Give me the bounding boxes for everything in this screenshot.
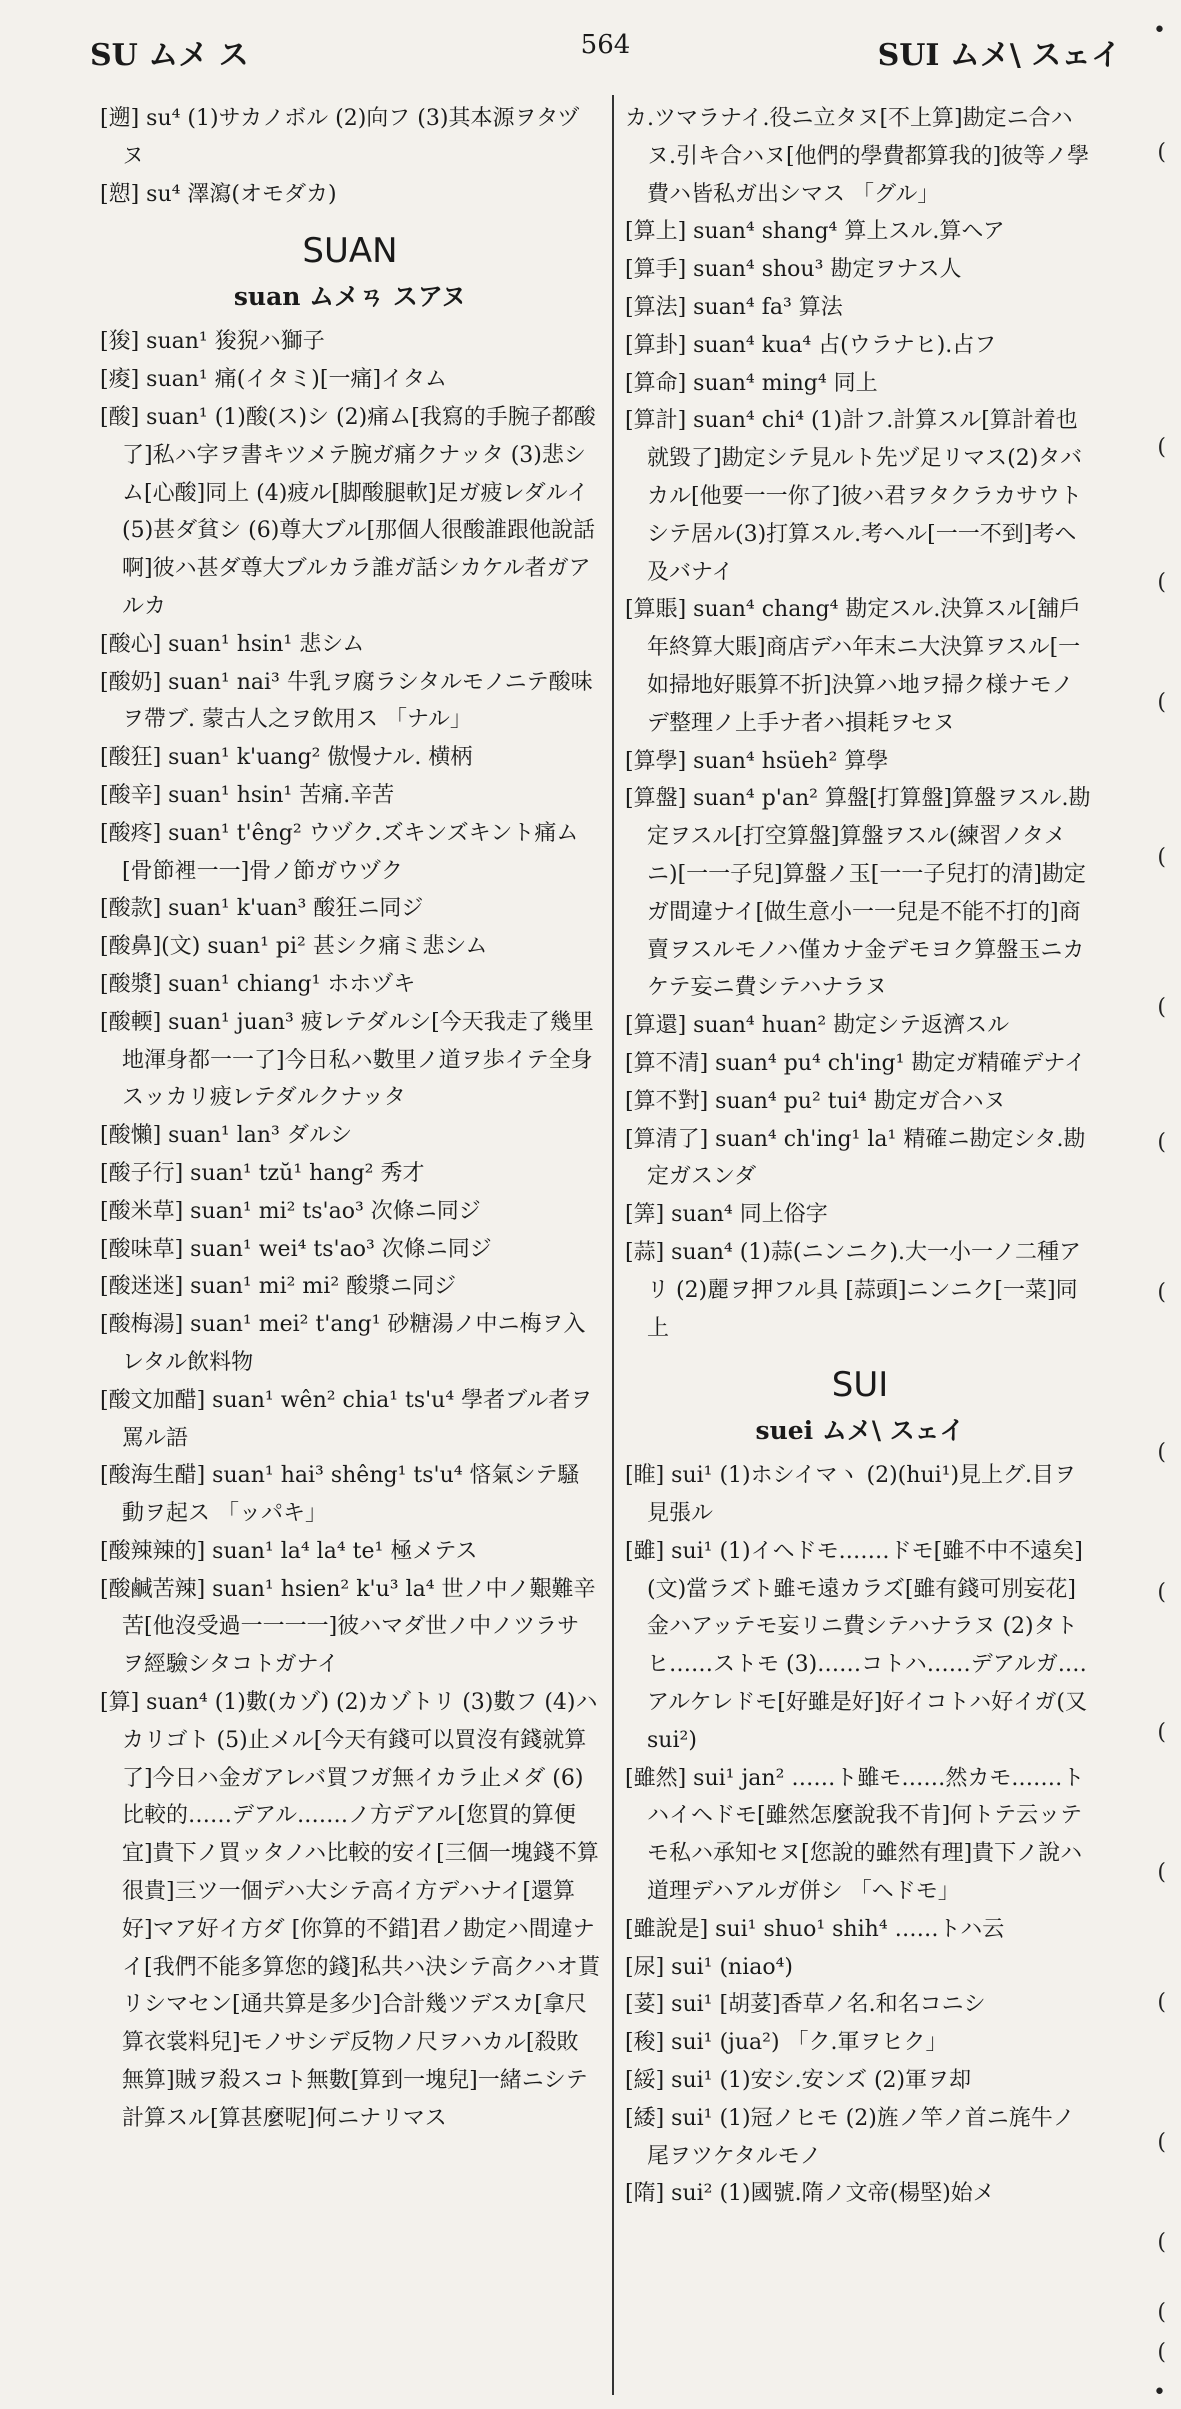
entry: [酸子行] suan¹ tzŭ¹ hang² 秀才 bbox=[100, 1160, 425, 1186]
entry: [酸辣辣的] suan¹ la⁴ la⁴ te¹ 極メテス bbox=[100, 1538, 478, 1564]
entry: [酸辛] suan¹ hsin¹ 苦痛.辛苦 bbox=[100, 782, 395, 808]
entry: [算清了] suan⁴ ch'ing¹ la¹ 精確ニ勘定シタ.勘定ガスンダ bbox=[625, 1126, 1086, 1190]
entry: [尿] sui¹ (niao⁴) bbox=[625, 1954, 794, 1980]
margin-mark: ( bbox=[1157, 2340, 1166, 2365]
entry: [酸款] suan¹ k'uan³ 酸狂ニ同ジ bbox=[100, 896, 424, 922]
entry: [痠] suan¹ 痛(イタミ)[一痛]イタム bbox=[100, 367, 448, 393]
right-column bbox=[625, 100, 1095, 2213]
entry: [筭] suan⁴ 同上俗字 bbox=[625, 1202, 828, 1228]
entry: [荽] sui¹ [胡荽]香草ノ名.和名コニシ bbox=[625, 1992, 986, 2018]
column-divider bbox=[612, 95, 614, 2395]
margin-mark: ( bbox=[1157, 2230, 1166, 2255]
margin-mark: ( bbox=[1157, 1990, 1166, 2015]
section-title: SUI bbox=[831, 1365, 889, 1406]
margin-mark: • bbox=[1153, 2380, 1166, 2405]
entry: [算計] suan⁴ chi⁴ (1)計フ.計算スル[算計着也就毀了]勘定シテ見ルト先ヅ足リマス(2)タバカル[他要一一你了]彼ハ君ヲタクラカサウトシテ居ル(3)打算スル.考ヘル[一一不到]考ヘ及バナイ bbox=[625, 408, 1083, 585]
entry: [雖然] sui¹ jan² ……ト雖モ……然カモ.……トハイヘドモ[雖然怎麼說我不肯]何トテ云ッテモ私ハ承知セヌ[您說的雖然有理]貴下ノ說ハ道理デハアルガ併シ 「ヘドモ」 bbox=[625, 1765, 1085, 1905]
entry: [酸狂] suan¹ k'uang² 傲慢ナル. 横柄 bbox=[100, 745, 473, 771]
entry: [酸輭] suan¹ juan³ 疲レテダルシ[今天我走了幾里地渾身都一一了]今日私ハ數里ノ道ヲ歩イテ全身スッカリ疲レテダルクナッタ bbox=[100, 1009, 594, 1111]
entry: [酸迷迷] suan¹ mi² mi² 酸漿ニ同ジ bbox=[100, 1274, 457, 1300]
entry: [狻] suan¹ 狻猊ハ獅子 bbox=[100, 329, 325, 355]
entry: [算上] suan⁴ shang⁴ 算上スル.算ヘア bbox=[625, 219, 1005, 245]
margin-mark: ( bbox=[1157, 2300, 1166, 2325]
margin-mark: ( bbox=[1157, 1580, 1166, 1605]
margin-mark: ( bbox=[1157, 1720, 1166, 1745]
entry: [算學] suan⁴ hsüeh² 算學 bbox=[625, 748, 889, 774]
entry: [算賬] suan⁴ chang⁴ 勘定スル.決算スル[舖戶年終算大賬]商店デハ年末ニ大決算ヲスル[一如掃地好賬算不折]決算ハ地ヲ掃ク様ナモノデ整理ノ上手ナ者ハ損耗ヲセヌ bbox=[625, 597, 1081, 736]
entry: [酸梅湯] suan¹ mei² t'ang¹ 砂糖湯ノ中ニ梅ヲ入レタル飲料物 bbox=[100, 1312, 586, 1375]
entry: [算卦] suan⁴ kua⁴ 占(ウラナヒ).占フ bbox=[625, 332, 997, 358]
section-subtitle: suei ムメ\ スェイ bbox=[755, 1416, 965, 1446]
entry: [酸漿] suan¹ chiang¹ ホホヅキ bbox=[100, 971, 416, 997]
entry: [雖] sui¹ (1)イヘドモ.……ドモ[雖不中不遠矣](文)當ラズト雖モ遠カラズ[雖有錢可別妄花]金ハアッテモ妄リニ費シテハナラヌ (2)タトヒ……ストモ (3)……コトハ……デアルガ.…アルケレドモ[好雖是好]好イコトハ好イガ(又 sui²) bbox=[625, 1538, 1088, 1753]
margin-mark: ( bbox=[1157, 1440, 1166, 1465]
entry: [睢] sui¹ (1)ホシイマヽ (2)(hui¹)見上グ.目ヲ見張ル bbox=[625, 1463, 1077, 1527]
entry: [酸] suan¹ (1)酸(ス)シ (2)痛ム[我寫的手腕子都酸了]私ハ字ヲ書キツメテ腕ガ痛クナッタ (3)悲シム[心酸]同上 (4)疲ル[脚酸腿軟]足ガ疲レダルイ (5)甚ダ貧シ (6)尊大ブル[那個人很酸誰跟他說話啊]彼ハ甚ダ尊大ブルカラ誰ガ話シカケル者ガアルカ bbox=[100, 404, 596, 619]
entry: [算還] suan⁴ huan² 勘定シテ返濟スル bbox=[625, 1013, 1010, 1039]
margin-mark: ( bbox=[1157, 1130, 1166, 1155]
entry: [算命] suan⁴ ming⁴ 同上 bbox=[625, 370, 878, 396]
entry: [隋] sui² (1)國號.隋ノ文帝(楊堅)始メ bbox=[625, 2181, 995, 2207]
page-number: 564 bbox=[580, 30, 631, 60]
section-subtitle: suan ムメㄢ スアヌ bbox=[233, 282, 467, 312]
entry: [酸文加醋] suan¹ wên² chia¹ ts'u⁴ 學者ブル者ヲ罵ル語 bbox=[100, 1387, 593, 1451]
entry: [酸疼] suan¹ t'êng² ウヅク.ズキンズキント痛ム [骨節裡一一]骨ノ節ガウヅク bbox=[100, 820, 579, 884]
entry: [遡] su⁴ (1)サカノボル (2)向フ (3)其本源ヲタヅヌ bbox=[100, 106, 580, 169]
entry: [酸鹹苦辣] suan¹ hsien² k'u³ la⁴ 世ノ中ノ艱難辛苦[他沒受過一一一一]彼ハマダ世ノ中ノツラサヲ經驗シタコトガナイ bbox=[100, 1576, 596, 1678]
entry: [綏] sui¹ (1)安シ.安ンズ (2)軍ヲ却 bbox=[625, 2068, 972, 2094]
entry: [緌] sui¹ (1)冠ノヒモ (2)旌ノ竿ノ首ニ旄牛ノ尾ヲツケタルモノ bbox=[625, 2105, 1075, 2169]
entry: [算法] suan⁴ fa³ 算法 bbox=[625, 294, 843, 320]
margin-marks bbox=[1141, 0, 1171, 2409]
entry: [稄] sui¹ (jua²) 「ク.軍ヲヒク」 bbox=[625, 2030, 948, 2056]
margin-mark: ( bbox=[1157, 2130, 1166, 2155]
entry: [算盤] suan⁴ p'an² 算盤[打算盤]算盤ヲスル.勘定ヲスル[打空算盤]算盤ヲスル(練習ノタメニ)[一一子兒]算盤ノ玉[一一子兒打的清]勘定ガ間違ナイ[做生意小一一兒是不能不打的]商賣ヲスルモノハ僅カナ金デモヨク算盤玉ニカケテ妄ニ費シテハナラヌ bbox=[625, 786, 1091, 1001]
entry: [酸米草] suan¹ mi² ts'ao³ 次條ニ同ジ bbox=[100, 1198, 481, 1224]
entry: [酸奶] suan¹ nai³ 牛乳ヲ腐ラシタルモノニテ酸味ヲ帶ブ. 蒙古人之ヲ飲用ス 「ナル」 bbox=[100, 669, 593, 733]
header-left: SU ムメ ス bbox=[90, 38, 249, 73]
entry: [酸懶] suan¹ lan³ ダルシ bbox=[100, 1123, 353, 1149]
entry: [算手] suan⁴ shou³ 勘定ヲナス人 bbox=[625, 257, 962, 283]
header-right: SUI ムメ\ スェイ bbox=[877, 38, 1121, 73]
margin-mark: ( bbox=[1157, 1860, 1166, 1885]
entry: [算不清] suan⁴ pu⁴ ch'ing¹ 勘定ガ精確デナイ bbox=[625, 1050, 1086, 1076]
margin-mark: ( bbox=[1157, 570, 1166, 595]
margin-mark: • bbox=[1153, 18, 1166, 43]
page-header bbox=[90, 30, 1121, 90]
entry: [酸味草] suan¹ wei⁴ ts'ao³ 次條ニ同ジ bbox=[100, 1236, 492, 1262]
entry: [蒜] suan⁴ (1)蒜(ニンニク).大一小一ノ二種アリ (2)麗ヲ押フル具 [蒜頭]ニンニク[一菜]同上 bbox=[625, 1239, 1082, 1341]
margin-mark: ( bbox=[1157, 845, 1166, 870]
margin-mark: ( bbox=[1157, 140, 1166, 165]
left-column bbox=[100, 100, 600, 2138]
margin-mark: ( bbox=[1157, 1280, 1166, 1305]
margin-mark: ( bbox=[1157, 690, 1166, 715]
margin-mark: ( bbox=[1157, 995, 1166, 1020]
entry: [雖說是] sui¹ shuo¹ shih⁴ ……トハ云 bbox=[625, 1916, 1005, 1942]
entry: [算不對] suan⁴ pu² tui⁴ 勘定ガ合ハヌ bbox=[625, 1088, 1006, 1114]
margin-mark: ( bbox=[1157, 435, 1166, 460]
section-title: SUAN bbox=[302, 231, 398, 272]
entry: カ.ツマラナイ.役ニ立タヌ[不上算]勘定ニ合ハヌ.引キ合ハヌ[他們的學費都算我的]彼等ノ學費ハ皆私ガ出シマス 「グル」 bbox=[625, 106, 1090, 207]
entry: [酸鼻](文) suan¹ pi² 甚シク痛ミ悲シム bbox=[100, 934, 488, 960]
entry: [愬] su⁴ 澤瀉(オモダカ) bbox=[100, 181, 337, 207]
entry: [酸心] suan¹ hsin¹ 悲シム bbox=[100, 631, 365, 657]
entry: [酸海生醋] suan¹ hai³ shêng¹ ts'u⁴ 悋氣シテ騷動ヲ起ス 「ッパキ」 bbox=[100, 1463, 580, 1527]
entry: [算] suan⁴ (1)數(カゾ) (2)カゾトリ (3)數フ (4)ハカリゴト (5)止メル[今天有錢可以買沒有錢就算了]今日ハ金ガアレバ買フガ無イカラ止メダ (6)比較的……デアル.……ノ方デアル[您買的算便宜]貴下ノ買ッタノハ比較的安イ[三個一塊錢不算很貴]三ツ一個デハ大シテ高イ方デハナイ[還算好]マア好イ方ダ [你算的不錯]君ノ勘定ハ間違ナイ[我們不能多算您的錢]私共ハ決シテ高クハオ貰リシマセン[通共算是多少]合計幾ツデスカ[拿尺算衣裳料兒]モノサシデ反物ノ尺ヲハカル[殺敗無算]賊ヲ殺スコト無數[算到一塊兒]一緒ニシテ計算スル[算甚麼呢]何ニナリマス bbox=[100, 1690, 600, 2131]
